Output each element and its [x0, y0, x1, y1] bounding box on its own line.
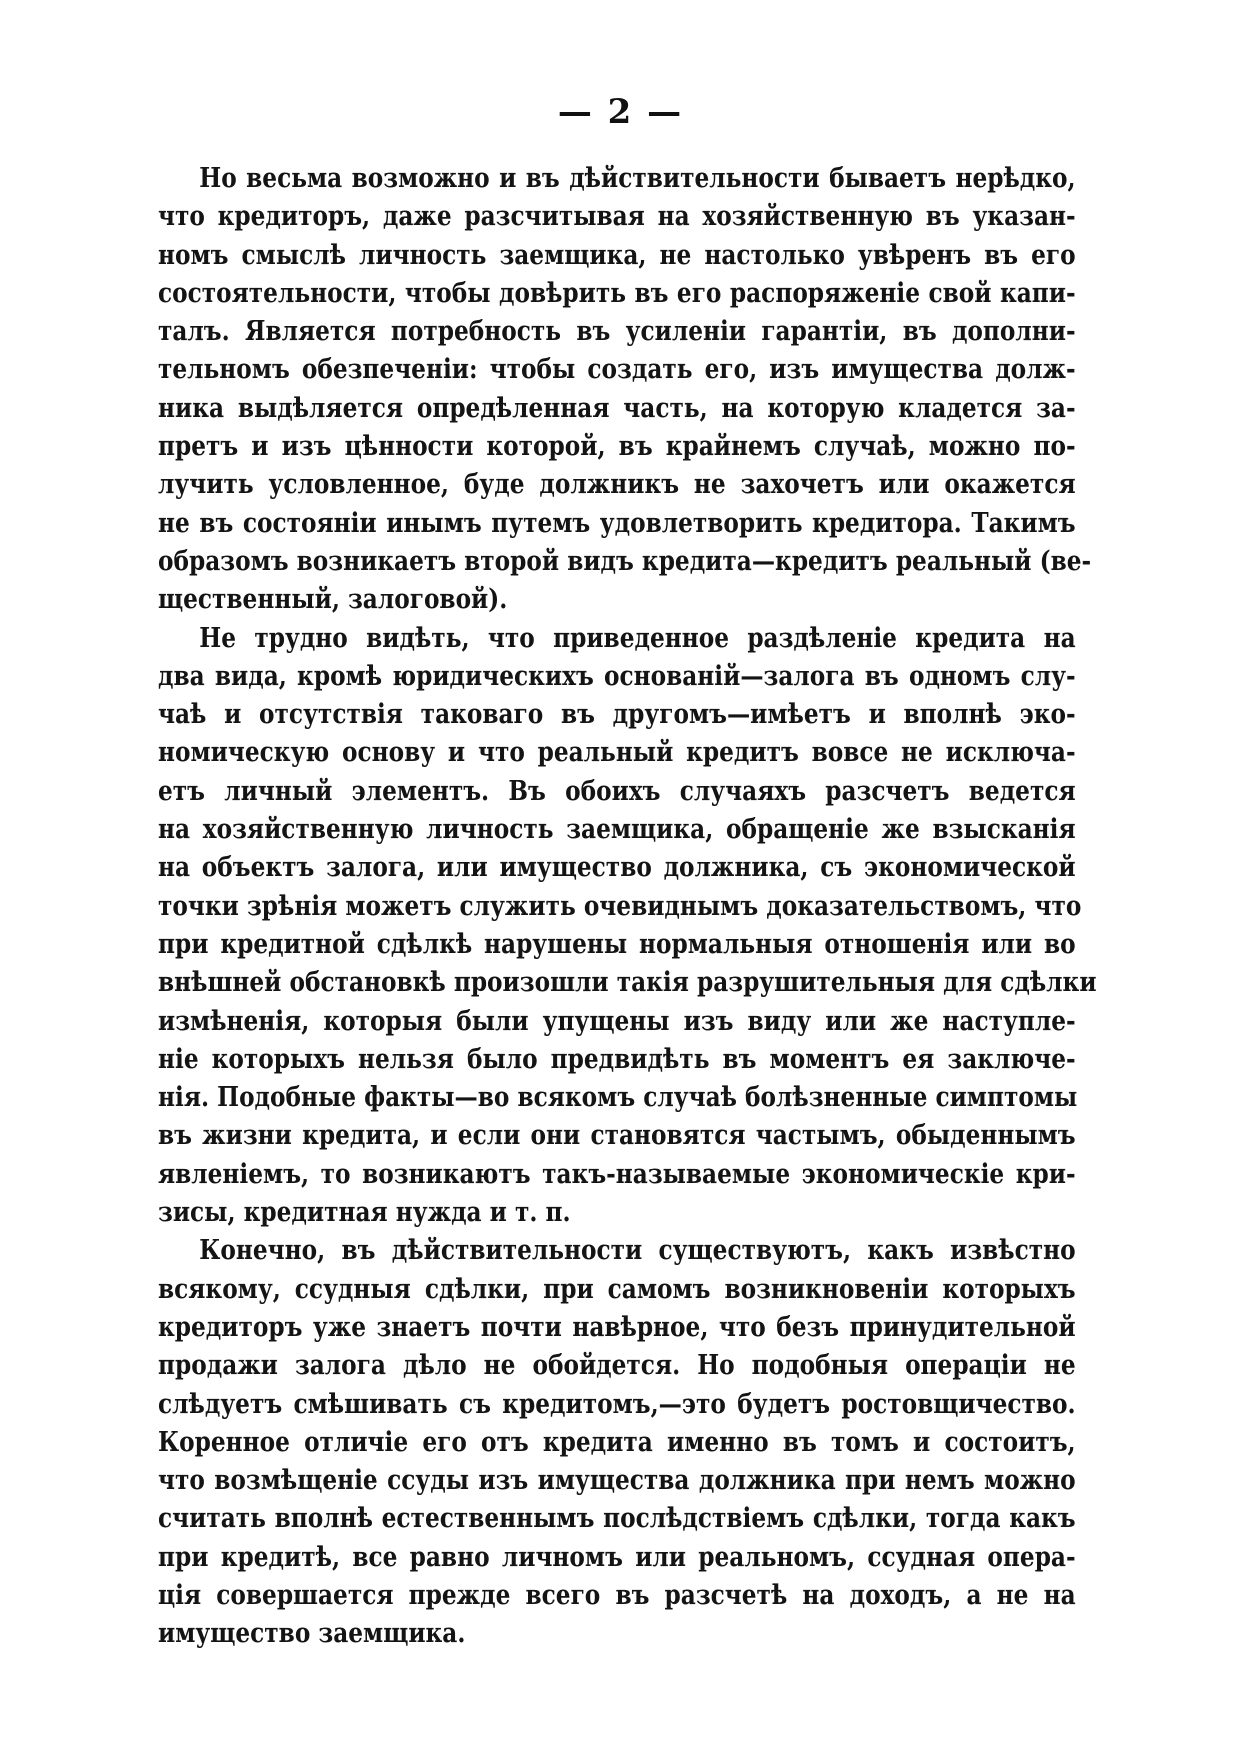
text-line: чаѣ и отсутствія таковаго въ другомъ—имѣетъ и вполнѣ эко- — [158, 699, 1076, 731]
text-line: Но весьма возможно и въ дѣйствительности бываетъ нерѣдко, — [199, 163, 1076, 194]
text-line: въ жизни кредита, и если они становятся частымъ, обыденнымъ — [158, 1120, 1076, 1152]
text-line: ніе которыхъ нельзя было предвидѣть въ моментъ ея заключе- — [158, 1043, 1076, 1075]
text-line: образомъ возникаетъ второй видъ кредита—кредитъ реальный (ве- — [158, 545, 1092, 577]
text-line: кредиторъ уже знаетъ почти навѣрное, что безъ принудительной — [158, 1311, 1076, 1343]
text-line: на хозяйственную личность заемщика, обращеніе же взысканія — [158, 814, 1076, 846]
page-number: — 2 — — [557, 92, 684, 132]
text-line: не въ состояніи инымъ путемъ удовлетворить кредитора. Такимъ — [158, 507, 1076, 539]
body-text — [158, 160, 1097, 1654]
text-line: всякому, ссудныя сдѣлки, при самомъ возникновеніи которыхъ — [158, 1273, 1076, 1305]
text-line: точки зрѣнія можетъ служить очевиднымъ доказательствомъ, что — [158, 890, 1082, 922]
text-line: считать вполнѣ естественнымъ послѣдствіемъ сдѣлки, тогда какъ — [158, 1503, 1076, 1535]
text-line: что возмѣщеніе ссуды изъ имущества должника при немъ можно — [158, 1465, 1076, 1497]
text-line: етъ личный элементъ. Въ обоихъ случаяхъ разсчетъ ведется — [158, 775, 1076, 807]
text-line: измѣненія, которыя были упущены изъ виду или же наступле- — [158, 1005, 1076, 1037]
text-line: номъ смыслѣ личность заемщика, не настолько увѣренъ въ его — [158, 239, 1076, 271]
paragraph — [158, 1232, 1076, 1653]
text-line: нія. Подобные факты—во всякомъ случаѣ болѣзненные симптомы — [158, 1082, 1078, 1114]
text-line: щественный, залоговой). — [158, 584, 508, 616]
text-line: Конечно, въ дѣйствительности существуютъ, какъ извѣстно — [199, 1235, 1076, 1267]
text-line: номическую основу и что реальный кредитъ вовсе не исключа- — [158, 737, 1076, 769]
text-line: при кредитѣ, все равно личномъ или реальномъ, ссудная опера- — [158, 1541, 1076, 1573]
text-line: при кредитной сдѣлкѣ нарушены нормальныя отношенія или во — [158, 928, 1076, 960]
text-line: тельномъ обезпеченіи: чтобы создать его, изъ имущества долж- — [158, 354, 1076, 386]
text-line: на объектъ залога, или имущество должника, съ экономической — [158, 852, 1076, 884]
text-line: талъ. Является потребность въ усиленіи гарантіи, въ дополни- — [158, 316, 1076, 348]
text-line: лучить условленное, буде должникъ не захочетъ или окажется — [158, 469, 1076, 501]
text-line: Не трудно видѣть, что приведенное раздѣленіе кредита на — [199, 622, 1076, 654]
text-line: два вида, кромѣ юридическихъ основаній—залога въ одномъ слу- — [158, 660, 1076, 692]
text-line: слѣдуетъ смѣшивать съ кредитомъ,—это будетъ ростовщичество. — [158, 1388, 1076, 1420]
text-line: продажи залога дѣло не обойдется. Но подобныя операціи не — [158, 1350, 1076, 1382]
text-line: имущество заемщика. — [158, 1618, 466, 1650]
paragraph — [158, 160, 1092, 620]
text-line: ція совершается прежде всего въ разсчетѣ на доходъ, а не на — [158, 1579, 1076, 1611]
text-line: что кредиторъ, даже разсчитывая на хозяйственную въ указан- — [158, 201, 1076, 233]
text-line: Коренное отличіе его отъ кредита именно въ томъ и состоитъ, — [158, 1426, 1076, 1458]
text-line: явленіемъ, то возникаютъ такъ-называемые экономическіе кри- — [158, 1158, 1076, 1190]
text-line: зисы, кредитная нужда и т. п. — [158, 1197, 571, 1229]
text-line: претъ и изъ цѣнности которой, въ крайнемъ случаѣ, можно по- — [158, 431, 1076, 463]
text-line: внѣшней обстановкѣ произошли такія разрушительныя для сдѣлки — [158, 967, 1097, 999]
paragraph — [158, 620, 1097, 1233]
text-line: состоятельности, чтобы довѣрить въ его распоряженіе свой капи- — [158, 277, 1076, 309]
text-line: ника выдѣляется опредѣленная часть, на которую кладется за- — [158, 392, 1076, 424]
